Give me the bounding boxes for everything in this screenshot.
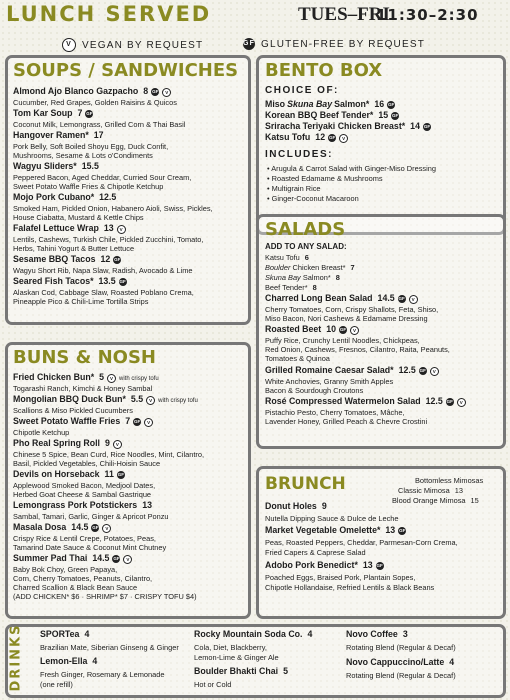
add-on-name: Skuna Bay <box>265 273 301 282</box>
vegan-legend-label: VEGAN BY REQUEST <box>82 39 204 51</box>
menu-item <box>265 526 406 535</box>
vegan-icon: V <box>102 524 111 533</box>
vegan-icon: V <box>430 367 439 376</box>
vegan-icon: V <box>162 88 171 97</box>
item-name: Sweet Potato Waffle Fries <box>13 416 121 426</box>
choice-label: CHOICE OF: <box>265 85 339 96</box>
item-name: Wagyu Sliders* <box>13 161 77 171</box>
service-days: TUES–FRI <box>298 4 390 25</box>
item-price: 12 <box>100 254 111 264</box>
item-name: Charred Long Bean Salad <box>265 293 373 303</box>
item-price: 12.5 <box>398 365 416 375</box>
item-description: Peppered Bacon, Aged Cheddar, Curried Sour Cream, <box>13 173 192 182</box>
item-description: Smoked Ham, Pickled Onion, Habanero Aioli, Swiss, Pickles, <box>13 204 213 213</box>
item-name: Sriracha Teriyaki Chicken Breast* <box>265 121 406 131</box>
item-description: Sweet Potato Waffle Fries & Chipotle Ketchup <box>13 182 164 191</box>
item-description: Wagyu Short Rib, Napa Slaw, Radish, Avocado & Lime <box>13 266 193 275</box>
item-name: Boulder Bhakti Chai <box>194 666 279 676</box>
item-name: Summer Pad Thai <box>13 553 88 563</box>
menu-item <box>13 87 171 97</box>
menu-item <box>13 255 121 264</box>
item-name: Rocky Mountain Soda Co. <box>194 629 303 639</box>
gluten-free-icon: GF <box>92 525 99 531</box>
salad-add-on <box>265 263 355 272</box>
item-name: Classic Mimosa <box>398 486 450 495</box>
gluten-free-icon: GF <box>117 472 124 478</box>
item-price: 13 <box>362 560 373 570</box>
item-name: Masala Dosa <box>13 522 67 532</box>
item-name: Devils on Horseback <box>13 469 100 479</box>
item-name: Donut Holes <box>265 501 317 511</box>
include-item: • Ginger-Coconut Macaroon <box>267 194 359 203</box>
mimosa-item <box>392 496 479 505</box>
item-name: Falafel Lettuce Wrap <box>13 223 99 233</box>
item-description: Coconut Milk, Lemongrass, Grilled Corn & Thai Basil <box>13 120 186 129</box>
soups-section-title: SOUPS / SANDWICHES <box>13 60 239 81</box>
item-name: Fried Chicken Bun* <box>13 372 95 382</box>
menu-item <box>13 523 111 533</box>
include-item: • Roasted Edamame & Mushrooms <box>267 174 383 183</box>
item-name: Sesame BBQ Tacos <box>13 254 96 264</box>
item-price: 11 <box>104 469 114 479</box>
menu-item <box>265 561 384 570</box>
item-description: Brazilian Mate, Siberian Ginseng & Ginger <box>40 643 179 652</box>
gluten-free-icon: GF <box>388 102 395 108</box>
buns-section-title: BUNS & NOSH <box>13 347 156 368</box>
page-title: LUNCH SERVED <box>6 2 212 26</box>
item-add-ons: (ADD CHICKEN* $6 · SHRIMP* $7 · CRISPY TOFU $4) <box>13 592 197 601</box>
item-name: Korean BBQ Beef Tender* <box>265 110 374 120</box>
drink-item <box>346 630 408 639</box>
gluten-free-legend-label: GLUTEN-FREE BY REQUEST <box>261 38 426 50</box>
item-description: Red Onion, Cashews, Fresnos, Cilantro, Raita, Peanuts, <box>265 345 450 354</box>
item-description: Togarashi Ranch, Kimchi & Honey Sambal <box>13 384 153 393</box>
item-price: 12.5 <box>99 192 117 202</box>
item-price: 13 <box>454 486 463 495</box>
item-description: Chipotle Hollandaise, Refried Lentils & Black Beans <box>265 583 435 592</box>
item-price: 13 <box>142 500 152 510</box>
item-name-suffix: Salmon* <box>334 99 370 109</box>
gluten-free-legend <box>243 38 425 50</box>
item-description: Peas, Roasted Peppers, Cheddar, Parmesan-Corn Crema, <box>265 538 458 547</box>
item-price: 15 <box>378 110 389 120</box>
item-description: Lentils, Cashews, Turkish Chile, Pickled Zucchini, Tomato, <box>13 235 204 244</box>
item-description: Fried Capers & Caprese Salad <box>265 548 366 557</box>
item-price: 16 <box>374 99 385 109</box>
item-description: Chipotle Ketchup <box>13 428 70 437</box>
item-price: 4 <box>84 629 90 639</box>
item-name: Seared Fish Tacos* <box>13 276 94 286</box>
item-name: Rosé Compressed Watermelon Salad <box>265 396 421 406</box>
menu-item <box>13 417 153 427</box>
gluten-free-icon: GF <box>114 257 121 263</box>
add-on-name: Beef Tender* <box>265 283 308 292</box>
includes-label: INCLUDES: <box>265 149 333 160</box>
item-price: 15 <box>470 496 479 505</box>
salad-add-on <box>265 253 309 262</box>
gluten-free-icon: GF <box>392 113 399 119</box>
drink-item <box>40 630 89 639</box>
item-description: (one refill) <box>40 680 73 689</box>
item-description: Cucumber, Red Grapes, Golden Raisins & Quicos <box>13 98 177 107</box>
item-description: Corn, Cherry Tomatoes, Peanuts, Cilantro, <box>13 574 153 583</box>
item-description: Bacon & Sourdough Croutons <box>265 386 364 395</box>
item-note: with crispy tofu <box>119 376 159 382</box>
item-description: Applewood Smoked Bacon, Medjool Dates, <box>13 481 156 490</box>
item-description: Mushrooms, Sesame & Lots o'Condiments <box>13 151 153 160</box>
gluten-free-icon: GF <box>86 111 93 117</box>
item-name: Roasted Beet <box>265 324 322 334</box>
bento-choice <box>265 100 395 109</box>
item-description: Cherry Tomatoes, Corn, Crispy Shallots, Feta, Shiso, <box>265 305 439 314</box>
item-name: Novo Cappuccino/Latte <box>346 657 445 667</box>
menu-item <box>13 109 93 118</box>
item-price: 15.5 <box>81 161 99 171</box>
item-description: Tomatoes & Quinoa <box>265 354 330 363</box>
gluten-free-icon: GF <box>119 279 126 285</box>
item-description: Pistachio Pesto, Cherry Tomatoes, Mâche, <box>265 408 405 417</box>
bento-choice <box>265 122 431 131</box>
item-price: 8 <box>143 86 149 96</box>
gluten-free-icon: GF <box>152 89 159 95</box>
gluten-free-icon: GF <box>398 296 405 302</box>
salads-section-title: SALADS <box>265 219 346 240</box>
item-price: 17 <box>93 130 104 140</box>
include-item: • Multigrain Rice <box>267 184 321 193</box>
item-price: 7 <box>125 416 131 426</box>
item-description: Lavender Honey, Grilled Peach & Chevre Crostini <box>265 417 428 426</box>
gluten-free-icon: GF <box>423 124 431 130</box>
item-name: Market Vegetable Omelette* <box>265 525 381 535</box>
menu-item <box>13 395 198 406</box>
item-description: Sambal, Tamari, Garlic, Ginger & Apricot Ponzu <box>13 512 169 521</box>
add-to-salad-label: ADD TO ANY SALAD: <box>265 242 347 251</box>
item-price: 10 <box>326 324 337 334</box>
drink-item <box>346 658 454 667</box>
menu-item <box>13 439 122 449</box>
add-on-name-suffix: Salmon* <box>302 273 331 282</box>
bottomless-mimosas-label: Bottomless Mimosas <box>415 476 484 485</box>
add-on-price: 8 <box>335 273 340 282</box>
item-description: Miso Bacon, Nori Cashews & Edamame Dressing <box>265 314 428 323</box>
menu-item <box>13 162 99 171</box>
item-description: Alaskan Cod, Cabbage Slaw, Roasted Poblano Crema, <box>13 288 194 297</box>
menu-item <box>265 325 359 335</box>
drink-item <box>194 667 288 676</box>
menu-item <box>13 277 127 286</box>
vegan-icon: V <box>144 418 153 427</box>
add-on-name-suffix: Chicken Breast* <box>292 263 346 272</box>
add-on-price: 8 <box>312 283 317 292</box>
item-name: Katsu Tofu <box>265 132 311 142</box>
item-name: Skuna Bay <box>287 99 333 109</box>
item-price: 13 <box>103 223 114 233</box>
item-price: 7 <box>77 108 83 118</box>
item-name: Grilled Romaine Caesar Salad* <box>265 365 394 375</box>
gluten-free-icon: GF <box>339 327 347 333</box>
item-description: Herbed Goat Cheese & Sambal Gastrique <box>13 490 152 499</box>
item-description: Chinese 5 Spice, Bean Curd, Rice Noodles, Mint, Cilantro, <box>13 450 205 459</box>
salad-add-on <box>265 283 317 292</box>
item-name: Almond Ajo Blanco Gazpacho <box>13 86 139 96</box>
menu-item <box>13 554 132 564</box>
add-on-name: Boulder <box>265 263 291 272</box>
service-hours: 11:30–2:30 <box>376 6 479 24</box>
menu-item <box>13 470 125 479</box>
vegan-icon: V <box>146 396 155 405</box>
item-name: Adobo Pork Benedict* <box>265 560 358 570</box>
vegan-icon: V <box>107 374 116 383</box>
drinks-section-title: DRINKS <box>8 623 24 692</box>
item-name: Hangover Ramen* <box>13 130 89 140</box>
menu-item <box>13 131 104 140</box>
gluten-free-icon: GF <box>328 135 336 141</box>
item-price: 5 <box>99 372 105 382</box>
item-price: 14.5 <box>92 553 110 563</box>
menu-item <box>265 502 327 511</box>
salad-add-on <box>265 273 340 282</box>
vegan-icon: V <box>339 134 348 143</box>
bento-box-section <box>256 55 506 235</box>
gluten-free-icon: GF <box>446 399 453 405</box>
item-description: Pineapple Pico & Chili-Lime Tortilla Strips <box>13 297 149 306</box>
gluten-free-icon: GF <box>376 563 383 569</box>
bento-choice <box>265 133 348 143</box>
item-description: Fresh Ginger, Rosemary & Lemonade <box>40 670 165 679</box>
item-name: Novo Coffee <box>346 629 398 639</box>
item-description: Poached Eggs, Braised Pork, Plantain Sopes, <box>265 573 416 582</box>
item-description: Crispy Rice & Lentil Crepe, Potatoes, Peas, <box>13 534 156 543</box>
item-name: SPORTea <box>40 629 80 639</box>
item-name-prefix: Miso <box>265 99 286 109</box>
drinks-section-title-wrap <box>8 623 24 698</box>
menu-item <box>265 366 439 376</box>
item-description: Cola, Diet, Blackberry, <box>194 643 267 652</box>
item-price: 5.5 <box>130 394 144 404</box>
item-price: 4 <box>449 657 455 667</box>
vegan-icon: V <box>62 38 76 52</box>
item-note: with crispy tofu <box>158 398 198 404</box>
item-price: 14 <box>410 121 420 131</box>
item-name: Tom Kar Soup <box>13 108 73 118</box>
menu-item <box>265 294 418 304</box>
item-description: Pork Belly, Soft Boiled Shoyu Egg, Duck Confit, <box>13 142 169 151</box>
item-name: Mongolian BBQ Duck Bun* <box>13 394 126 404</box>
add-on-price: 7 <box>350 263 355 272</box>
vegan-icon: V <box>350 326 359 335</box>
item-price: 3 <box>402 629 408 639</box>
item-description: Puffy Rice, Crunchy Lentil Noodles, Chickpeas, <box>265 336 420 345</box>
item-price: 13 <box>385 525 396 535</box>
vegan-icon: V <box>457 398 466 407</box>
item-price: 9 <box>105 438 110 448</box>
item-price: 12.5 <box>425 396 443 406</box>
item-name: Pho Real Spring Roll <box>13 438 100 448</box>
gluten-free-icon: GF <box>419 368 426 374</box>
item-description: Rotating Blend (Regular & Decaf) <box>346 671 456 680</box>
item-description: Tamarind Date Sauce & Coconut Mint Chutney <box>13 543 167 552</box>
vegan-legend <box>62 38 203 52</box>
mimosa-item <box>398 486 463 495</box>
drink-item <box>194 630 312 639</box>
gluten-free-icon: GF <box>399 528 406 534</box>
item-price: 9 <box>321 501 327 511</box>
menu-item <box>13 224 126 234</box>
menu-item <box>13 193 116 202</box>
item-name: Lemongrass Pork Potstickers <box>13 500 138 510</box>
menu-item <box>13 501 152 510</box>
item-price: 13.5 <box>98 276 116 286</box>
include-item: • Arugula & Carrot Salad with Ginger-Miso Dressing <box>267 164 436 173</box>
item-description: House Ciabatta, Mustard & Kettle Chips <box>13 213 144 222</box>
item-description: Baby Bok Choy, Green Papaya, <box>13 565 118 574</box>
item-description: White Anchovies, Granny Smith Apples <box>265 377 394 386</box>
item-price: 14.5 <box>71 522 89 532</box>
item-description: Scallions & Miso Pickled Cucumbers <box>13 406 133 415</box>
item-description: Nutella Dipping Sauce & Dulce de Leche <box>265 514 399 523</box>
gluten-free-icon: GF <box>113 556 120 562</box>
item-name: Lemon-Ella <box>40 656 88 666</box>
drink-item <box>40 657 97 666</box>
bento-choice <box>265 111 399 120</box>
item-description: Herbs, Tahini Yogurt & Butter Lettuce <box>13 244 135 253</box>
menu-item <box>13 373 159 384</box>
item-price: 5 <box>283 666 288 676</box>
item-description: Basil, Pickled Vegetables, Chili-Hoisin Sauce <box>13 459 161 468</box>
item-description: Hot or Cold <box>194 680 232 689</box>
brunch-section-title: BRUNCH <box>265 474 346 494</box>
bento-section-title: BENTO BOX <box>265 60 383 81</box>
gluten-free-icon: GF <box>243 38 255 50</box>
item-name: Blood Orange Mimosa <box>392 496 466 505</box>
vegan-icon: V <box>117 225 126 234</box>
vegan-icon: V <box>113 440 122 449</box>
item-price: 12 <box>315 132 326 142</box>
item-price: 4 <box>92 656 98 666</box>
vegan-icon: V <box>409 295 418 304</box>
vegan-icon: V <box>123 555 132 564</box>
item-description: Rotating Blend (Regular & Decaf) <box>346 643 456 652</box>
item-description: Charred Scallion & Black Bean Sauce <box>13 583 138 592</box>
item-price: 4 <box>307 629 313 639</box>
item-price: 14.5 <box>377 293 395 303</box>
add-on-name: Katsu Tofu <box>265 253 300 262</box>
gluten-free-icon: GF <box>134 419 141 425</box>
item-name: Mojo Pork Cubano* <box>13 192 95 202</box>
add-on-price: 6 <box>304 253 309 262</box>
item-description: Lemon-Lime & Ginger Ale <box>194 653 279 662</box>
menu-item <box>265 397 466 407</box>
